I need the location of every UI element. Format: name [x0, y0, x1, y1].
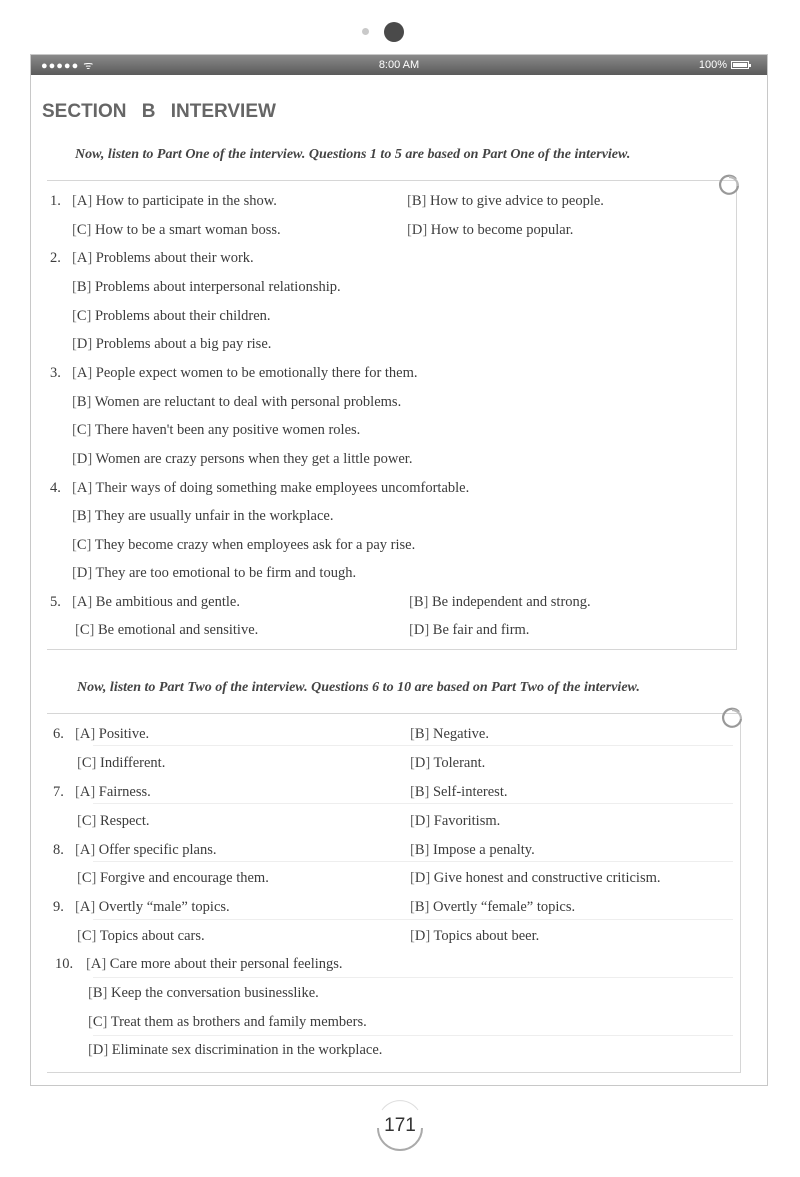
background-line	[93, 803, 733, 804]
section-title: SECTION B INTERVIEW	[42, 101, 276, 122]
option-1a[interactable]: [A] How to participate in the show.	[72, 193, 277, 209]
option-8c[interactable]: [C] Forgive and encourage them.	[77, 870, 269, 886]
option-text: Positive.	[98, 726, 150, 742]
option-2a[interactable]: 2. [A] Problems about their work.	[50, 250, 254, 266]
option-9c[interactable]: [C] Topics about cars.	[77, 928, 205, 944]
question-number: 1.	[50, 193, 61, 209]
option-letter: A	[76, 193, 88, 209]
option-text: Impose a penalty.	[432, 842, 535, 858]
option-letter: A	[79, 784, 91, 800]
refresh-icon[interactable]	[719, 706, 745, 732]
option-6b[interactable]: [B] Negative.	[410, 726, 489, 742]
option-letter: D	[76, 565, 88, 581]
option-text: Tolerant.	[433, 755, 486, 771]
option-text: Overtly “female” topics.	[432, 899, 576, 915]
option-letter: D	[414, 755, 426, 771]
option-2b[interactable]: [B] Problems about interpersonal relationship.	[72, 279, 341, 295]
option-7d[interactable]: [D] Favoritism.	[410, 813, 501, 829]
battery-icon	[731, 61, 749, 69]
part-one-instruction: Now, listen to Part One of the interview. Questions 1 to 5 are based on Part One of the interview.	[75, 147, 631, 162]
question-number: 8.	[53, 842, 64, 858]
option-2c[interactable]: [C] Problems about their children.	[72, 308, 271, 324]
question-number: 6.	[53, 726, 64, 742]
background-line	[93, 1035, 733, 1036]
question-number: 7.	[53, 784, 64, 800]
option-text: Be emotional and sensitive.	[97, 622, 259, 638]
option-1b[interactable]: [B] How to give advice to people.	[407, 193, 604, 209]
option-letter: A	[90, 956, 102, 972]
option-letter: B	[76, 508, 87, 524]
status-time: 8:00 AM	[378, 59, 420, 71]
option-8d[interactable]: [D] Give honest and constructive criticism.	[410, 870, 661, 886]
option-4a[interactable]: 4. [A] Their ways of doing something make employees uncomfortable.	[50, 480, 470, 496]
option-3c[interactable]: [C] There haven't been any positive women roles.	[72, 422, 361, 438]
option-letter: C	[76, 308, 87, 324]
option-7b[interactable]: [B] Self-interest.	[410, 784, 508, 800]
option-6a[interactable]: 6. [A] Positive.	[53, 726, 150, 742]
battery-percent: 100%	[698, 59, 727, 71]
option-letter: B	[76, 394, 87, 410]
option-9b[interactable]: [B] Overtly “female” topics.	[410, 899, 576, 915]
option-letter: D	[413, 622, 425, 638]
option-10a[interactable]: 10. [A] Care more about their personal feelings.	[55, 956, 343, 972]
option-text: Forgive and encourage them.	[99, 870, 269, 886]
option-letter: C	[76, 422, 87, 438]
option-10b[interactable]: [B] Keep the conversation businesslike.	[88, 985, 319, 1001]
option-9d[interactable]: [D] Topics about beer.	[410, 928, 540, 944]
option-5a[interactable]: 5. [A] Be ambitious and gentle.	[50, 594, 240, 610]
option-letter: B	[411, 193, 422, 209]
question-number: 10.	[55, 956, 74, 972]
option-text: Offer specific plans.	[98, 842, 217, 858]
option-letter: D	[76, 451, 88, 467]
option-text: Problems about their children.	[94, 308, 271, 324]
option-text: Favoritism.	[433, 813, 501, 829]
option-letter: C	[81, 870, 92, 886]
option-letter: A	[76, 480, 88, 496]
option-5d[interactable]: [D] Be fair and firm.	[409, 622, 530, 638]
question-number: 4.	[50, 480, 61, 496]
status-bar	[31, 55, 767, 75]
option-7a[interactable]: 7. [A] Fairness.	[53, 784, 151, 800]
option-text: Indifferent.	[99, 755, 166, 771]
option-letter: D	[411, 222, 423, 238]
background-line	[93, 977, 733, 978]
option-1d[interactable]: [D] How to become popular.	[407, 222, 574, 238]
question-number: 9.	[53, 899, 64, 915]
option-10c[interactable]: [C] Treat them as brothers and family members.	[88, 1014, 367, 1030]
tablet-screen	[30, 54, 768, 1086]
question-number: 5.	[50, 594, 61, 610]
option-1c[interactable]: [C] How to be a smart woman boss.	[72, 222, 281, 238]
option-letter: B	[414, 784, 425, 800]
option-letter: D	[76, 336, 88, 352]
option-text: How to be a smart woman boss.	[94, 222, 281, 238]
option-text: There haven't been any positive women roles.	[94, 422, 361, 438]
camera-indicator	[362, 22, 412, 42]
option-text: Problems about a big pay rise.	[95, 336, 272, 352]
refresh-icon[interactable]	[716, 173, 742, 199]
option-letter: C	[76, 537, 87, 553]
option-10d[interactable]: [D] Eliminate sex discrimination in the workplace.	[88, 1042, 383, 1058]
option-text: How to give advice to people.	[429, 193, 604, 209]
option-letter: C	[81, 928, 92, 944]
sensor-dot	[362, 28, 369, 35]
option-letter: D	[414, 813, 426, 829]
camera-lens	[384, 22, 404, 42]
option-text: Negative.	[432, 726, 489, 742]
option-3d[interactable]: [D] Women are crazy persons when they get a little power.	[72, 451, 413, 467]
option-4c[interactable]: [C] They become crazy when employees ask for a pay rise.	[72, 537, 416, 553]
signal-wifi-icon: ●●●●● ᯤ	[41, 60, 95, 72]
option-text: Be ambitious and gentle.	[95, 594, 240, 610]
option-letter: D	[414, 870, 426, 886]
option-letter: A	[79, 899, 91, 915]
question-1-row-1	[50, 193, 277, 210]
question-number: 2.	[50, 250, 61, 266]
option-4b[interactable]: [B] They are usually unfair in the workplace.	[72, 508, 334, 524]
option-text: They are too emotional to be firm and tough.	[95, 565, 357, 581]
option-text: Be independent and strong.	[431, 594, 591, 610]
background-line	[93, 745, 733, 746]
option-letter: B	[414, 842, 425, 858]
option-letter: B	[76, 279, 87, 295]
option-text: Treat them as brothers and family members.	[110, 1014, 367, 1030]
option-text: Give honest and constructive criticism.	[433, 870, 661, 886]
option-text: Women are reluctant to deal with personal problems.	[94, 394, 402, 410]
option-text: Their ways of doing something make employees uncomfortable.	[95, 480, 470, 496]
part-two-instruction: Now, listen to Part Two of the interview. Questions 6 to 10 are based on Part Two of the interview.	[77, 680, 640, 695]
option-text: Fairness.	[98, 784, 151, 800]
option-letter: C	[81, 755, 92, 771]
option-9a[interactable]: 9. [A] Overtly “male” topics.	[53, 899, 230, 915]
option-text: Problems about their work.	[95, 250, 254, 266]
option-letter: C	[76, 222, 87, 238]
option-text: Problems about interpersonal relationship.	[94, 279, 341, 295]
option-text: Women are crazy persons when they get a little power.	[95, 451, 413, 467]
option-letter: B	[414, 726, 425, 742]
option-6c[interactable]: [C] Indifferent.	[77, 755, 166, 771]
question-number: 3.	[50, 365, 61, 381]
option-text: Care more about their personal feelings.	[109, 956, 343, 972]
option-letter: A	[79, 842, 91, 858]
option-letter: C	[92, 1014, 103, 1030]
option-letter: A	[79, 726, 91, 742]
option-8a[interactable]: 8. [A] Offer specific plans.	[53, 842, 217, 858]
option-letter: A	[76, 250, 88, 266]
option-text: They become crazy when employees ask for a pay rise.	[94, 537, 416, 553]
option-3b[interactable]: [B] Women are reluctant to deal with personal problems.	[72, 394, 402, 410]
option-text: Eliminate sex discrimination in the workplace.	[111, 1042, 383, 1058]
option-text: Respect.	[99, 813, 150, 829]
option-letter: A	[76, 365, 88, 381]
option-letter: B	[413, 594, 424, 610]
option-letter: D	[414, 928, 426, 944]
option-text: Be fair and firm.	[432, 622, 530, 638]
background-line	[93, 919, 733, 920]
option-letter: C	[81, 813, 92, 829]
option-6d[interactable]: [D] Tolerant.	[410, 755, 486, 771]
option-3a[interactable]: 3. [A] People expect women to be emotionally there for them.	[50, 365, 418, 381]
option-5b[interactable]: [B] Be independent and strong.	[409, 594, 591, 610]
page-number: 171	[384, 1115, 416, 1136]
option-letter: C	[79, 622, 90, 638]
option-text: How to participate in the show.	[95, 193, 277, 209]
option-letter: B	[414, 899, 425, 915]
option-8b[interactable]: [B] Impose a penalty.	[410, 842, 535, 858]
option-5c[interactable]: [C] Be emotional and sensitive.	[75, 622, 259, 638]
option-7c[interactable]: [C] Respect.	[77, 813, 150, 829]
option-2d[interactable]: [D] Problems about a big pay rise.	[72, 336, 272, 352]
option-text: Topics about cars.	[99, 928, 205, 944]
option-text: Overtly “male” topics.	[98, 899, 230, 915]
option-text: Topics about beer.	[433, 928, 540, 944]
battery-indicator	[699, 59, 749, 71]
option-4d[interactable]: [D] They are too emotional to be firm and tough.	[72, 565, 357, 581]
option-text: How to become popular.	[430, 222, 574, 238]
option-text: People expect women to be emotionally there for them.	[95, 365, 418, 381]
option-letter: D	[92, 1042, 104, 1058]
option-text: They are usually unfair in the workplace.	[94, 508, 334, 524]
option-text: Keep the conversation businesslike.	[110, 985, 319, 1001]
background-line	[93, 861, 733, 862]
option-letter: A	[76, 594, 88, 610]
option-letter: B	[92, 985, 103, 1001]
option-text: Self-interest.	[432, 784, 508, 800]
